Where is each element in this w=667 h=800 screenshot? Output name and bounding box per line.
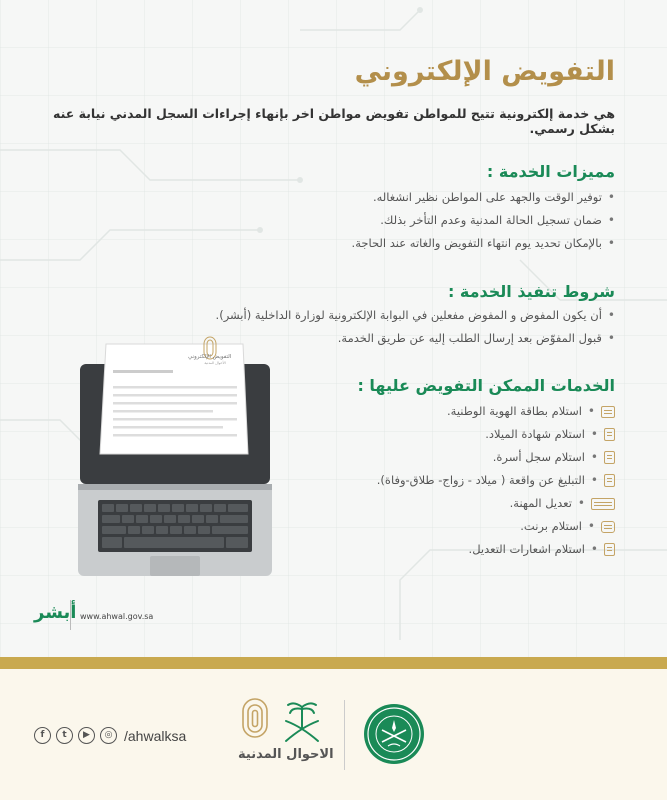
list-item: • قبول المفوّض بعد إرسال الطلب إليه عن طريق الخدمة. bbox=[337, 331, 615, 345]
agency-name: الاحوال المدنية bbox=[238, 747, 334, 762]
features-list bbox=[352, 186, 615, 255]
ministry-emblem-icon bbox=[362, 702, 426, 766]
services-heading: الخدمات الممكن التفويض عليها : bbox=[357, 376, 615, 395]
list-item: • استلام بطاقة الهوية الوطنية. bbox=[377, 400, 615, 423]
palm-swords-icon bbox=[278, 697, 326, 749]
paper-logo-text: الأحوال المدنية bbox=[204, 361, 226, 365]
youtube-icon[interactable]: ▶ bbox=[78, 727, 95, 744]
list-item: • استلام سجل أسرة. bbox=[377, 446, 615, 469]
document-paper bbox=[100, 344, 248, 454]
conditions-heading: شروط تنفيذ الخدمة : bbox=[447, 282, 615, 301]
conditions-list bbox=[216, 304, 615, 350]
twitter-icon[interactable]: t bbox=[56, 727, 73, 744]
intro-text: هي خدمة إلكترونية تتيح للمواطن تفويض مواطن اخر بإنهاء إجراءات السجل المدني نيابة عنه بشكل رسمي. bbox=[53, 106, 615, 136]
absher-logo: أبشر bbox=[34, 602, 77, 623]
paper-title: التفويض الإلكتروني bbox=[188, 354, 232, 360]
instagram-icon[interactable]: ◎ bbox=[100, 727, 117, 744]
list-item: • التبليغ عن واقعة ( ميلاد - زواج- طلاق-وفاة). bbox=[377, 469, 615, 492]
id-edit-icon bbox=[591, 498, 615, 510]
list-item: • تعديل المهنة. bbox=[377, 492, 615, 515]
fingerprint-icon bbox=[240, 697, 270, 741]
list-item: • استلام شهادة الميلاد. bbox=[377, 423, 615, 446]
printer-icon bbox=[601, 521, 615, 533]
gold-band bbox=[0, 657, 667, 669]
services-list bbox=[377, 400, 615, 561]
document-icon bbox=[604, 428, 615, 441]
document-icon bbox=[604, 451, 615, 464]
list-item: • استلام اشعارات التعديل. bbox=[377, 538, 615, 561]
list-item: • بالإمكان تحديد يوم انتهاء التفويض والغاته عند الحاجة. bbox=[351, 236, 615, 250]
list-item: • توفير الوقت والجهد على المواطن نظير انشغاله. bbox=[372, 190, 615, 204]
facebook-icon[interactable]: f bbox=[34, 727, 51, 744]
laptop-illustration bbox=[78, 330, 272, 576]
id-card-icon bbox=[601, 406, 615, 418]
list-item: • استلام برنت. bbox=[377, 515, 615, 538]
social-handle[interactable]: /ahwalksa bbox=[124, 727, 187, 744]
report-icon bbox=[604, 474, 615, 487]
website-link[interactable]: www.ahwal.gov.sa bbox=[80, 612, 154, 621]
trackpad bbox=[150, 556, 200, 576]
list-item: • ضمان تسجيل الحالة المدنية وعدم التأخر بذلك. bbox=[380, 213, 615, 227]
social-links bbox=[34, 727, 186, 744]
page-title: التفويض الإلكتروني bbox=[354, 56, 615, 87]
footer bbox=[0, 669, 667, 800]
footer-divider bbox=[344, 700, 345, 770]
features-heading: مميزات الخدمة : bbox=[486, 162, 615, 181]
document-icon bbox=[604, 543, 615, 556]
list-item: • أن يكون المفوض و المفوض مفعلين في البوابة الإلكترونية لوزارة الداخلية (أبشر). bbox=[215, 308, 615, 322]
